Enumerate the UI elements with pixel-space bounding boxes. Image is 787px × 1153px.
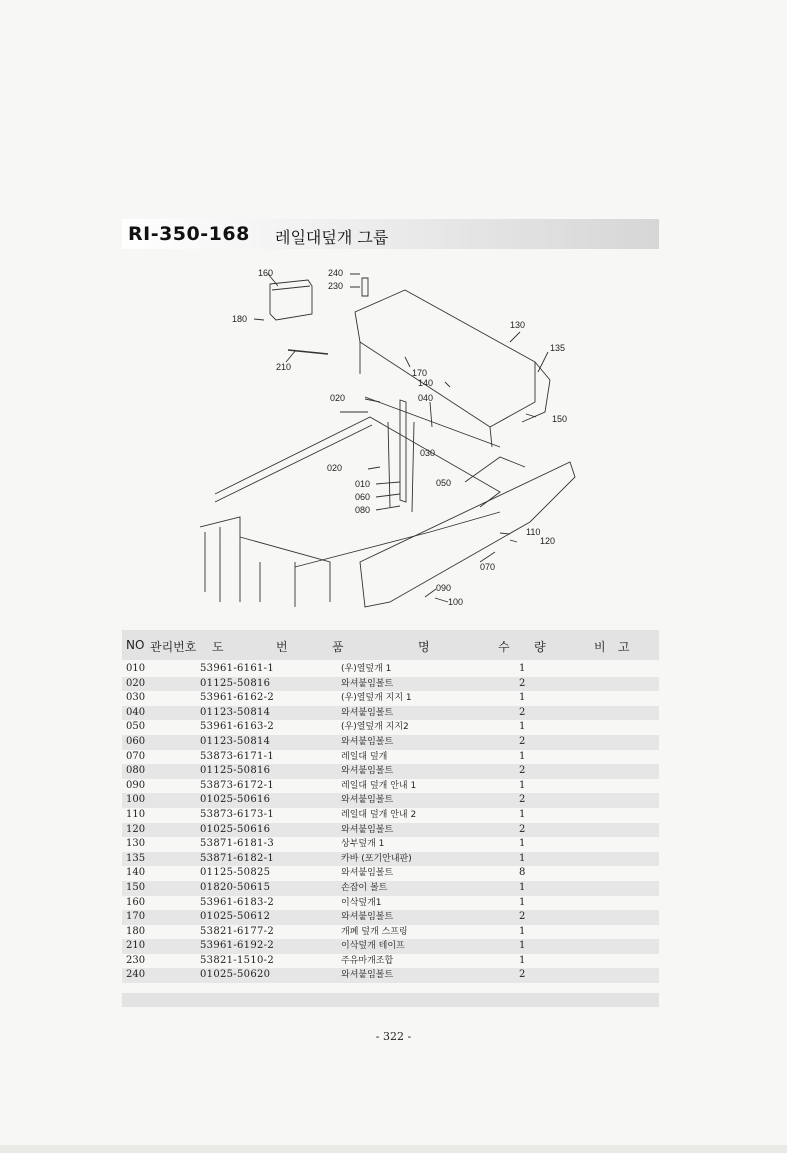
cell-quantity: 2: [519, 677, 526, 689]
cell-part-name: (우)열덮개 지지 1: [341, 693, 412, 704]
cell-no: 110: [126, 808, 146, 820]
callout-170: 170: [412, 368, 428, 378]
frame-rail-lower: [215, 425, 372, 502]
col-note-header-a: 비: [594, 640, 606, 654]
cell-part-number: 01125-50816: [200, 677, 271, 689]
cell-quantity: 1: [519, 779, 526, 791]
parts-diagram-svg: [200, 262, 600, 622]
cell-part-number: 53871-6181-3: [200, 838, 274, 850]
cell-no: 010: [126, 663, 146, 674]
cell-part-name: (우)열덮개 지지2: [341, 722, 409, 733]
col-qty-header-a: 수: [498, 640, 510, 654]
table-row: [122, 852, 659, 867]
cell-no: 070: [126, 750, 146, 762]
part-130-shape: [355, 290, 535, 427]
table-row: [122, 750, 659, 765]
table-row: [122, 720, 659, 735]
cell-no: 230: [126, 954, 146, 966]
cell-part-number: 53961-6163-2: [200, 721, 274, 733]
cell-no: 020: [126, 677, 146, 689]
callout-150: 150: [552, 414, 568, 424]
cell-part-number: 53873-6172-1: [200, 779, 274, 791]
part-160-shape: [270, 280, 312, 320]
cell-part-name: 레일대 덮개 안내 1: [341, 780, 417, 791]
table-row: [122, 662, 659, 677]
cell-quantity: 2: [519, 911, 526, 923]
part-230-shape: [362, 278, 368, 296]
cell-quantity: 2: [519, 765, 526, 777]
group-name: 레일대덮개 그룹: [275, 228, 389, 247]
cell-part-name: 와셔붙임볼트: [341, 707, 394, 718]
parts-table-body: [122, 662, 659, 983]
cell-part-number: 01025-50616: [200, 823, 271, 835]
table-row: [122, 968, 659, 983]
table-row: [122, 939, 659, 954]
table-row: [122, 837, 659, 852]
cell-quantity: 2: [519, 706, 526, 718]
cell-part-name: 와셔붙임볼트: [341, 970, 394, 981]
cell-quantity: 1: [519, 808, 526, 820]
callout-070: 070: [480, 562, 496, 572]
col-no-header: NO: [126, 638, 145, 652]
callout-050: 050: [436, 478, 452, 488]
cell-part-name: 이삭덮개1: [341, 897, 382, 908]
callout-040: 040: [418, 393, 434, 403]
table-row: [122, 779, 659, 794]
cell-quantity: 1: [519, 881, 526, 893]
table-row: [122, 823, 659, 838]
cell-part-number: 01820-50615: [200, 881, 271, 893]
callout-060: 060: [355, 492, 371, 502]
cell-part-number: 01125-50825: [200, 867, 271, 879]
cell-quantity: 1: [519, 721, 526, 733]
cell-part-number: 53821-1510-2: [200, 954, 274, 966]
cell-part-number: 01123-50814: [200, 706, 271, 718]
cell-no: 180: [126, 925, 146, 937]
cell-part-number: 01025-50620: [200, 969, 271, 981]
cell-quantity: 8: [519, 867, 526, 879]
page-bottom-edge: [0, 1145, 787, 1153]
callout-240: 240: [328, 268, 344, 278]
cell-part-number: 01125-50816: [200, 765, 271, 777]
table-row: [122, 954, 659, 969]
callout-230: 230: [328, 281, 344, 291]
col-note-header-b: 고: [618, 640, 630, 654]
cell-part-name: 주유마개조합: [341, 955, 394, 966]
col-mgmt-header: 관리번호: [150, 640, 197, 654]
table-row: [122, 866, 659, 881]
cell-no: 240: [126, 969, 146, 981]
cell-part-name: 와셔붙임볼트: [341, 766, 394, 777]
table-row: [122, 677, 659, 692]
group-code: RI-350-168: [128, 223, 250, 245]
table-row: [122, 735, 659, 750]
callout-135: 135: [550, 343, 566, 353]
part-010-shape: [400, 400, 406, 502]
cell-no: 135: [126, 852, 146, 864]
cell-no: 080: [126, 765, 146, 777]
cell-quantity: 1: [519, 750, 526, 762]
cell-part-name: (우)열덮개 1: [341, 664, 392, 674]
part-135-shape: [522, 362, 550, 422]
callout-010: 010: [355, 479, 371, 489]
cell-part-name: 와셔붙임볼트: [341, 912, 394, 923]
group-title-bar: [122, 219, 659, 249]
cell-quantity: 1: [519, 852, 526, 864]
cell-no: 100: [126, 794, 146, 806]
callout-080: 080: [355, 505, 371, 515]
cell-part-number: 53821-6177-2: [200, 925, 274, 937]
cell-no: 150: [126, 881, 146, 893]
cell-part-number: 53873-6171-1: [200, 750, 274, 762]
col-name-header-b: 명: [418, 640, 430, 654]
table-row: [122, 910, 659, 925]
callout-110: 110: [526, 527, 541, 537]
callout-210: 210: [276, 362, 292, 372]
callout-120: 120: [540, 536, 556, 546]
col-drawing-header-a: 도: [212, 640, 224, 654]
cell-quantity: 2: [519, 794, 526, 806]
cell-quantity: 1: [519, 925, 526, 937]
cell-part-name: 와셔붙임볼트: [341, 736, 394, 747]
cell-part-number: 53961-6183-2: [200, 896, 274, 908]
callout-030: 030: [420, 448, 436, 458]
callout-100: 100: [448, 597, 464, 607]
cell-part-name: 레일대 덮개 안내 2: [341, 809, 417, 820]
table-row: [122, 793, 659, 808]
callout-020b: 020: [327, 463, 343, 473]
callout-180: 180: [232, 314, 248, 324]
cell-part-number: 53961-6161-1: [200, 663, 274, 674]
cell-part-name: 와셔붙임볼트: [341, 678, 394, 689]
cell-part-number: 53961-6162-2: [200, 692, 274, 704]
cell-part-name: 와셔붙임볼트: [341, 868, 394, 879]
cell-no: 140: [126, 867, 146, 879]
cell-quantity: 1: [519, 663, 526, 674]
table-row: [122, 925, 659, 940]
table-row: [122, 881, 659, 896]
cell-part-name: 와셔붙임볼트: [341, 795, 394, 806]
part-070-shape: [360, 462, 575, 607]
cell-quantity: 1: [519, 838, 526, 850]
cell-part-name: 손잡이 볼트: [341, 882, 388, 893]
col-name-header-a: 품: [332, 640, 344, 654]
cell-quantity: 2: [519, 969, 526, 981]
cell-part-name: 카바 (포기안내판): [341, 853, 412, 864]
table-row: [122, 706, 659, 721]
frame-crossbar: [340, 397, 500, 447]
callout-160: 160: [258, 268, 274, 278]
cell-part-name: 이삭덮개 테이프: [341, 941, 405, 952]
cell-no: 050: [126, 721, 146, 733]
cell-quantity: 2: [519, 735, 526, 747]
parts-table-header: [122, 630, 659, 660]
cell-no: 120: [126, 823, 146, 835]
table-row: [122, 764, 659, 779]
cell-part-name: 상부덮개 1: [341, 839, 385, 850]
cell-no: 060: [126, 735, 146, 747]
exploded-parts-diagram: [200, 262, 600, 622]
page-number: - 322 -: [375, 1030, 412, 1043]
table-row: [122, 808, 659, 823]
frame-left: [200, 517, 330, 607]
cell-part-number: 53961-6192-2: [200, 940, 274, 952]
table-row: [122, 691, 659, 706]
cell-part-number: 01025-50616: [200, 794, 271, 806]
callout-140: 140: [418, 378, 434, 388]
cell-quantity: 1: [519, 940, 526, 952]
col-drawing-header-b: 번: [276, 640, 288, 654]
cell-no: 210: [126, 940, 146, 952]
col-qty-header-b: 량: [534, 640, 546, 654]
callout-130: 130: [510, 320, 526, 330]
cell-no: 130: [126, 838, 146, 850]
cell-part-name: 레일대 덮개: [341, 751, 388, 762]
cell-part-name: 와셔붙임볼트: [341, 824, 394, 835]
cell-part-number: 53871-6182-1: [200, 852, 274, 864]
frame-long-rail: [295, 512, 500, 567]
cell-part-name: 개폐 덮개 스프링: [341, 926, 408, 937]
cell-quantity: 1: [519, 896, 526, 908]
cell-quantity: 1: [519, 692, 526, 704]
cell-quantity: 2: [519, 823, 526, 835]
cell-no: 170: [126, 911, 146, 923]
part-160-edge: [272, 286, 310, 290]
part-030-050-shape: [388, 422, 414, 512]
table-footer-bar: [122, 993, 659, 1007]
cell-no: 160: [126, 896, 146, 908]
cell-no: 090: [126, 779, 146, 791]
cell-part-number: 01123-50814: [200, 735, 271, 747]
callout-020a: 020: [330, 393, 346, 403]
table-row: [122, 896, 659, 911]
part-tube: [465, 457, 525, 482]
cell-quantity: 1: [519, 954, 526, 966]
cell-no: 040: [126, 706, 146, 718]
cell-part-number: 53873-6173-1: [200, 808, 274, 820]
callout-090: 090: [436, 583, 452, 593]
cell-no: 030: [126, 692, 146, 704]
cell-part-number: 01025-50612: [200, 911, 271, 923]
